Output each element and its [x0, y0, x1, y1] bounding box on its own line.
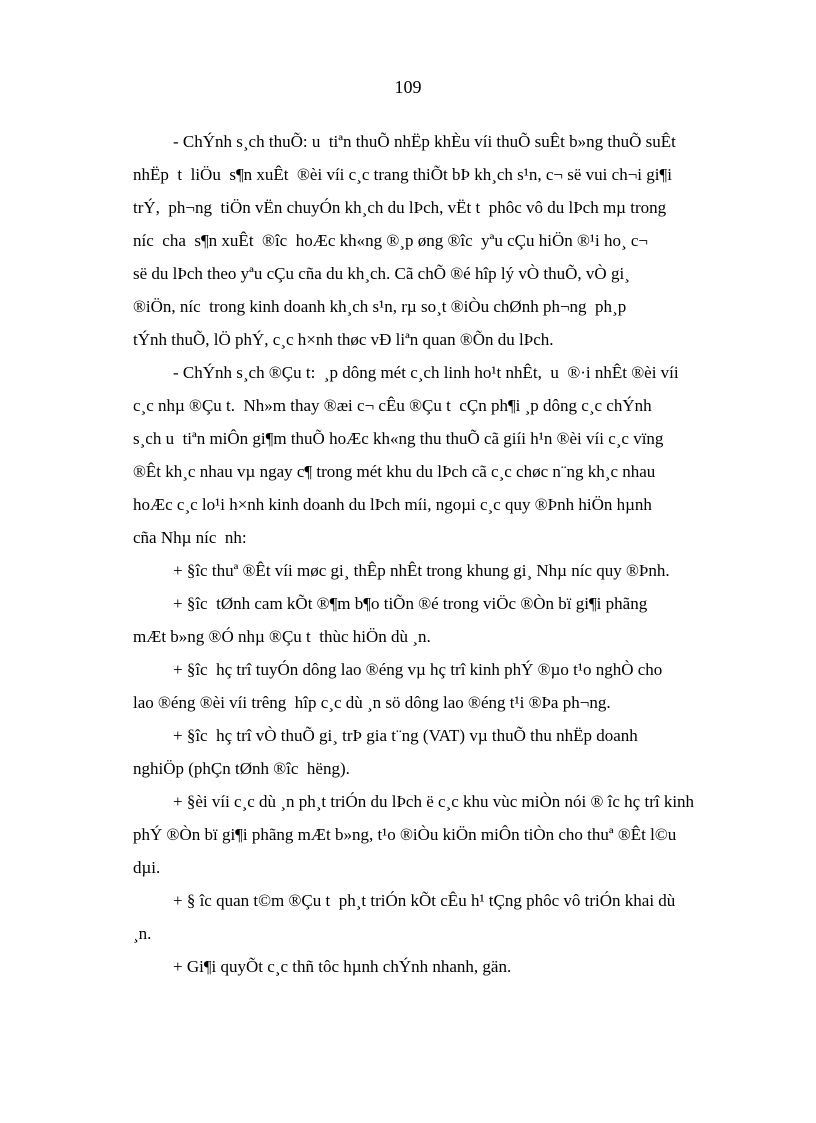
text-line: së du lÞch theo yªu cÇu cña du kh¸ch. Cã chÕ ®é hîp lý vÒ thuÕ, vÒ gi¸: [133, 264, 630, 283]
text-line: c¸c nhµ ®Çu t. Nh»m thay ®æi c¬ cÊu ®Çu t cÇn ph¶i ¸p dông c¸c chÝnh: [133, 396, 652, 415]
text-line: nghiÖp (phÇn tØnh ®îc hëng).: [133, 759, 350, 778]
text-line: lao ®éng ®èi víi trêng hîp c¸c dù ¸n sö dông lao ®éng t¹i ®Þa ph¬ng.: [133, 693, 611, 712]
page-number: 109: [394, 77, 422, 97]
text-line: cña Nhµ níc nh:: [133, 528, 247, 547]
text-line: ®Êt kh¸c nhau vµ ngay c¶ trong mét khu du lÞch cã c¸c chøc n¨ng kh¸c nhau: [133, 462, 656, 481]
text-line: + Gi¶i quyÕt c¸c thñ tôc hµnh chÝnh nhanh, gän.: [173, 957, 512, 976]
text-line: + §îc tØnh cam kÕt ®¶m b¶o tiÕn ®é trong viÖc ®Òn bï gi¶i phãng: [173, 594, 648, 613]
text-line: ®iÖn, níc trong kinh doanh kh¸ch s¹n, rµ so¸t ®iÒu chØnh ph¬ng ph¸p: [133, 297, 627, 316]
text-line: + § îc quan t©m ®Çu t ph¸t triÓn kÕt cÊu h¹ tÇng phôc vô triÓn khai dù: [173, 891, 676, 910]
text-line: + §îc hç trî tuyÓn dông lao ®éng vµ hç trî kinh phÝ ®µo t¹o nghÒ cho: [173, 660, 663, 679]
text-line: nhËp t liÖu s¶n xuÊt ®èi víi c¸c trang thiÕt bÞ kh¸ch s¹n, c¬ së vui ch¬i gi¶i: [133, 165, 672, 184]
text-line: níc cha s¶n xuÊt ®îc hoÆc kh«ng ®¸p øng ®îc yªu cÇu hiÖn ®¹i ho¸ c¬: [133, 231, 648, 250]
text-line: dµi.: [133, 858, 161, 877]
text-line: + §îc hç trî vÒ thuÕ gi¸ trÞ gia t¨ng (VAT) vµ thuÕ thu nhËp doanh: [173, 726, 638, 745]
text-line: mÆt b»ng ®Ó nhµ ®Çu t thùc hiÖn dù ¸n.: [133, 627, 431, 646]
text-line: - ChÝnh s¸ch thuÕ: u tiªn thuÕ nhËp khÈu víi thuÕ suÊt b»ng thuÕ suÊt: [173, 132, 676, 151]
text-line: trÝ, ph¬ng tiÖn vËn chuyÓn kh¸ch du lÞch, vËt t phôc vô du lÞch mµ trong: [133, 198, 667, 217]
text-line: tÝnh thuÕ, lÖ phÝ, c¸c h×nh thøc vÐ liªn quan ®Õn du lÞch.: [133, 330, 554, 349]
text-line: hoÆc c¸c lo¹i h×nh kinh doanh du lÞch míi, ngoµi c¸c quy ®Þnh hiÖn hµnh: [133, 495, 652, 514]
text-line: + §îc thuª ®Êt víi møc gi¸ thÊp nhÊt trong khung gi¸ Nhµ níc quy ®Þnh.: [173, 561, 670, 580]
text-line: - ChÝnh s¸ch ®Çu t: ¸p dông mét c¸ch linh ho¹t nhÊt, u ®·i nhÊt ®èi víi: [173, 363, 679, 382]
text-line: + §èi víi c¸c dù ¸n ph¸t triÓn du lÞch ë c¸c khu vùc miÒn nói ® îc hç trî kinh: [173, 792, 695, 811]
text-line: phÝ ®Òn bï gi¶i phãng mÆt b»ng, t¹o ®iÒu kiÖn miÔn tiÒn cho thuª ®Êt l©u: [133, 825, 677, 844]
text-line: ¸n.: [133, 924, 152, 943]
text-line: s¸ch u tiªn miÔn gi¶m thuÕ hoÆc kh«ng thu thuÕ cã giíi h¹n ®èi víi c¸c vïng: [133, 429, 664, 448]
